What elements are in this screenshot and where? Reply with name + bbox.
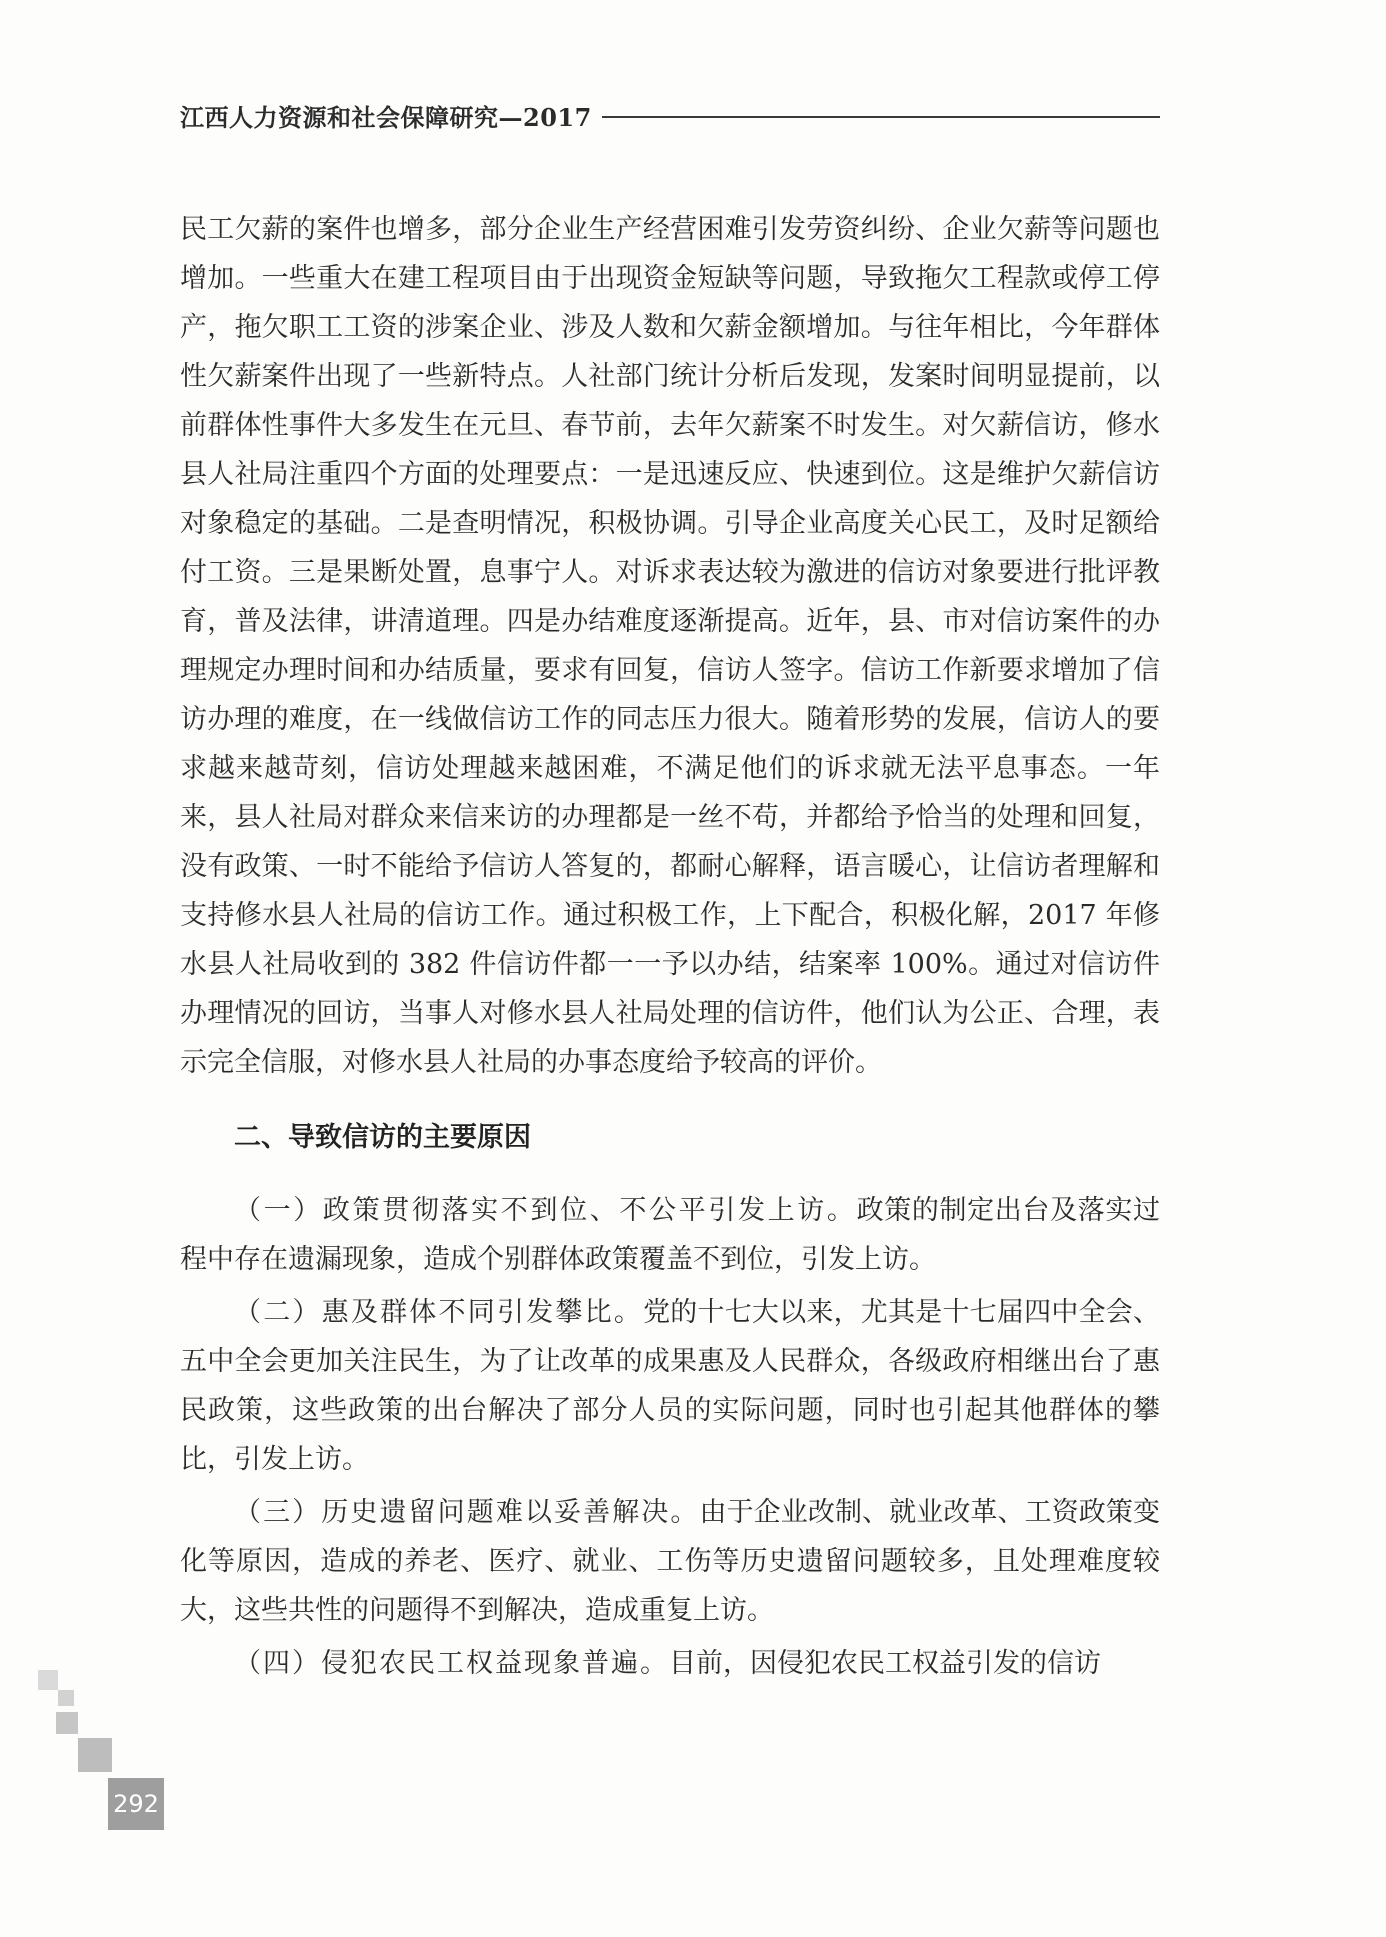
subsection-text-2: 党的十七大以来，尤其是十七届四中全会、五中全会更加关注民生，为了让改革的成果惠及人民群众，各级政府相继出台了惠民政策，这些政策的出台解决了部分人员的实际问题，同时也引起其他群体的攀比，引发上访。 xyxy=(180,1297,1160,1475)
section-heading: 二、导致信访的主要原因 xyxy=(234,1122,531,1153)
subsection-paragraph-3 xyxy=(180,1488,1160,1635)
subsection-text-4: 目前，因侵犯农民工权益引发的信访 xyxy=(669,1648,1101,1679)
page-number: 292 xyxy=(108,1778,164,1830)
running-header xyxy=(180,98,1160,133)
subsection-paragraph-2 xyxy=(180,1288,1160,1484)
subsection-paragraph-1 xyxy=(180,1186,1160,1284)
subsection-lead-2: （二）惠及群体不同引发攀比。 xyxy=(234,1297,644,1328)
subsection-lead-4: （四）侵犯农民工权益现象普遍。 xyxy=(234,1648,669,1679)
subsection-lead-3: （三）历史遗留问题难以妥善解决。 xyxy=(234,1497,700,1528)
body-paragraph: 民工欠薪的案件也增多，部分企业生产经营困难引发劳资纠纷、企业欠薪等问题也增加。一些重大在建工程项目由于出现资金短缺等问题，导致拖欠工程款或停工停产，拖欠职工工资的涉案企业、涉及人数和欠薪金额增加。与往年相比，今年群体性欠薪案件出现了一些新特点。人社部门统计分析后发现，发案时间明显提前，以前群体性事件大多发生在元旦、春节前，去年欠薪案不时发生。对欠薪信访，修水县人社局注重四个方面的处理要点：一是迅速反应、快速到位。这是维护欠薪信访对象稳定的基础。二是查明情况，积极协调。引导企业高度关心民工，及时足额给付工资。三是果断处置，息事宁人。对诉求表达较为激进的信访对象要进行批评教育，普及法律，讲清道理。四是办结难度逐渐提高。近年，县、市对信访案件的办理规定办理时间和办结质量，要求有回复，信访人签字。信访工作新要求增加了信访办理的难度，在一线做信访工作的同志压力很大。随着形势的发展，信访人的要求越来越苛刻，信访处理越来越困难，不满足他们的诉求就无法平息事态。一年来，县人社局对群众来信来访的办理都是一丝不苟，并都给予恰当的处理和回复，没有政策、一时不能给予信访人答复的，都耐心解释，语言暖心，让信访者理解和支持修水县人社局的信访工作。通过积极工作，上下配合，积极化解，2017 年修水县人社局收到的 382 件信访件都一一予以办结，结案率 100%。通过对信访件办理情况的回访，当事人对修水县人社局处理的信访件，他们认为公正、合理，表示完全信服，对修水县人社局的办事态度给予较高的评价。 xyxy=(180,214,1160,1078)
subsection-text-1: 政策的制定出台及落实过程中存在遗漏现象，造成个别群体政策覆盖不到位，引发上访。 xyxy=(180,1195,1161,1275)
decorative-square xyxy=(58,1690,74,1706)
decorative-square xyxy=(56,1712,78,1734)
decorative-square xyxy=(78,1738,112,1772)
subsection-text-3: 由于企业改制、就业改革、工资政策变化等原因，造成的养老、医疗、就业、工伤等历史遗留问题较多，且处理难度较大，这些共性的问题得不到解决，造成重复上访。 xyxy=(180,1497,1160,1626)
subsection-lead-1: （一）政策贯彻落实不到位、不公平引发上访。 xyxy=(234,1195,857,1226)
body-text xyxy=(180,205,1160,1688)
subsection-paragraph-4 xyxy=(180,1639,1160,1688)
header-rule xyxy=(602,116,1160,118)
decorative-square xyxy=(38,1670,58,1690)
running-header-title: 江西人力资源和社会保障研究—2017 xyxy=(180,103,592,132)
